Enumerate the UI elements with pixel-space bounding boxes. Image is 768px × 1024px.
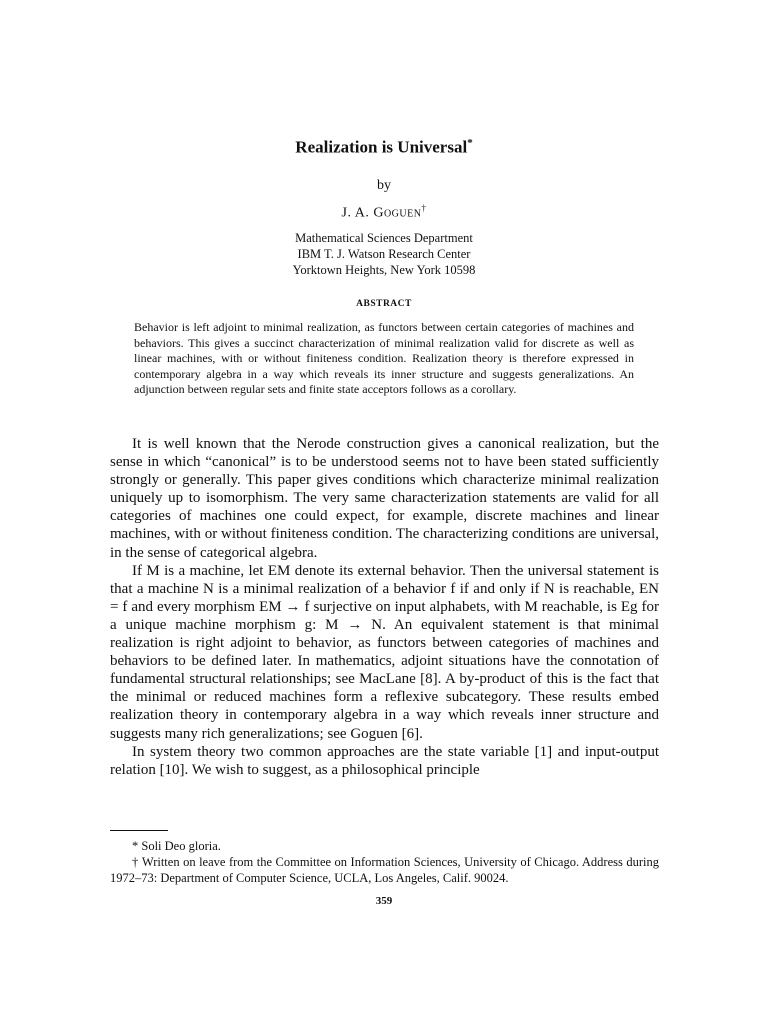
body-paragraph: If M is a machine, let EM denote its external behavior. Then the universal statement is that a machine N is a minimal realization of a behavior f if and only if N is reachable, EN = f and every morphism EM → f surjective on input alphabets, with M reachable, is Eg for a unique machine morphism g: M → N. An equivalent statement is that minimal realization is right adjoint to behavior, as functors between categories of machines and behaviors to be defined later. In mathematics, adjoint situations have the connotation of fundamental structural relationships; see MacLane [8]. A by-product of this is the fact that the minimal or reduced machines form a reflexive subcategory. These results embed realization theory in contemporary algebra in a way which reveals inner structure and suggests many rich generalizations; see Goguen [6]. (110, 562, 659, 742)
footnote: * Soli Deo gloria. (132, 839, 221, 853)
abstract-text: Behavior is left adjoint to minimal realization, as functors between certain categories of machines and behaviors. This gives a succinct characterization of minimal realization valid for discrete as well as linear machines, with or without finiteness condition. Realization theory is therefore expressed in contemporary algebra in a way which reveals its inner structure and suggests generalizations. An adjunction between regular sets and finite state acceptors follows as a corollary. (134, 320, 634, 397)
affiliation-line: Yorktown Heights, New York 10598 (292, 263, 476, 277)
body-text (110, 435, 659, 779)
page-number: 359 (375, 895, 393, 907)
author (0, 203, 768, 222)
abstract-heading: ABSTRACT (356, 299, 412, 309)
byline: by (377, 178, 391, 193)
footnote-rule (110, 830, 168, 831)
body-paragraph: In system theory two common approaches are the state variable [1] and input-output relation [10]. We wish to suggest, as a philosophical principle (110, 743, 659, 778)
author-surname: Goguen (373, 205, 422, 221)
affiliation (0, 230, 768, 278)
title-footnote-mark: * (467, 137, 473, 149)
title-text: Realization is Universal (295, 137, 468, 157)
affiliation-line: IBM T. J. Watson Research Center (297, 247, 471, 261)
body-paragraph: It is well known that the Nerode construction gives a canonical realization, but the sense in which “canonical” is to be understood seems not to have been stated sufficiently strongly or generally. This paper gives conditions which characterize minimal realization uniquely up to isomorphism. The very same characterization statements are valid for all categories of machines one could expect, for example, discrete machines and linear machines, with or without finiteness condition. The characterizing conditions are universal, in the sense of categorical algebra. (110, 436, 659, 561)
footnote: † Written on leave from the Committee on Information Sciences, University of Chicago. Address during 1972–73: Department of Computer Science, UCLA, Los Angeles, Calif. 90024. (110, 855, 659, 885)
affiliation-line: Mathematical Sciences Department (295, 231, 473, 245)
paper-title (0, 137, 768, 158)
footnotes (110, 838, 659, 886)
author-initials: J. A. (341, 205, 370, 221)
author-footnote-mark: † (421, 203, 427, 213)
